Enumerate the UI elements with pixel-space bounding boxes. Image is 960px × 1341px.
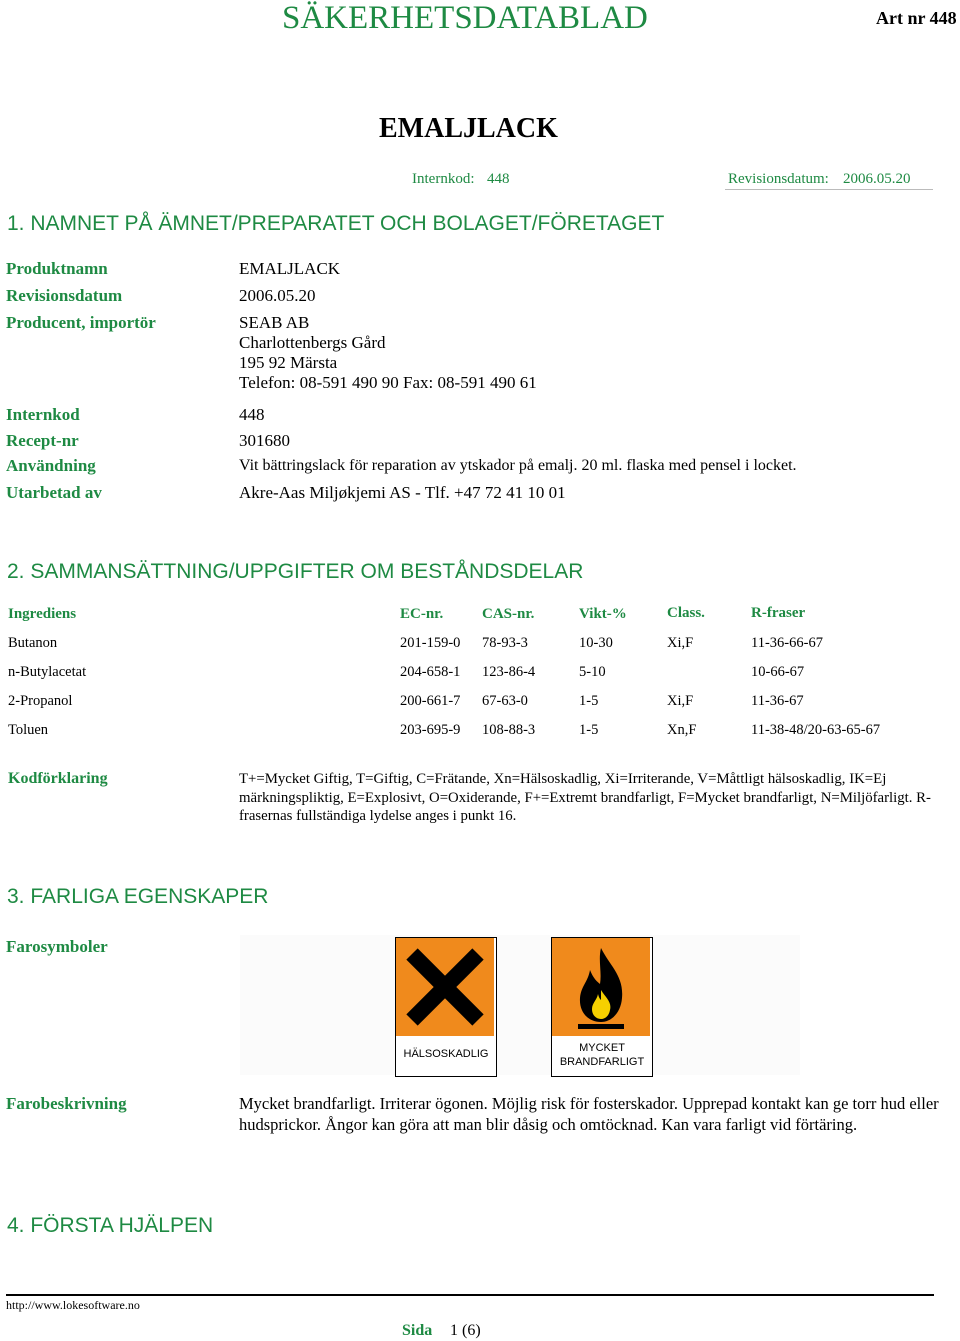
cell-ingrediens: Toluen [8,722,49,738]
produktnamn-value: EMALJLACK [239,259,341,278]
kodforklaring-text: T+=Mycket Giftig, T=Giftig, C=Frätande, Xn=Hälsoskadlig, Xi=Irriterande, V=Måttligt hälsoskadlig, IK=Ej märkningspliktig, E=Explosivt, O=Oxiderande, F+=Extremt brandfarligt, F=Mycket brandfarligt, N=Miljöfarligt. R-frasernas fullständiga lydelse anges i punkt 16. [239,771,931,824]
cell-rfraser: 11-36-66-67 [751,635,823,651]
section3-heading: 3. FARLIGA EGENSKAPER [7,885,269,908]
internkod-value: 448 [239,405,265,424]
footer-divider [6,1294,934,1296]
page-label: Sida [402,1322,433,1339]
producent-line-3: 195 92 Märsta [239,353,338,372]
utarbetad-label: Utarbetad av [6,483,102,502]
col-header-vikt: Vikt-% [579,606,627,622]
col-header-class: Class. [667,605,705,621]
cell-vikt: 10-30 [579,635,613,651]
cell-ec: 203-695-9 [400,722,461,738]
cell-cas: 123-86-4 [482,664,536,680]
produktnamn-label: Produktnamn [6,259,108,278]
cell-vikt: 1-5 [579,693,599,709]
anvandning-label: Användning [6,456,96,475]
product-title: EMALJLACK [379,113,558,144]
farobeskrivning-label: Farobeskrivning [6,1094,127,1113]
revisionsdatum-label: Revisionsdatum [6,286,123,305]
harmful-caption: HÄLSOSKADLIG [403,1048,489,1060]
cell-class: Xn,F [667,722,697,738]
cell-ingrediens: n-Butylacetat [8,664,87,680]
cell-class: Xi,F [667,693,694,709]
section4-heading: 4. FÖRSTA HJÄLPEN [7,1214,214,1237]
flammable-caption-line1: MYCKET [579,1042,625,1054]
cell-ingrediens: 2-Propanol [8,693,73,709]
flammable-caption-line2: BRANDFARLIGT [559,1056,645,1068]
farosymboler-label: Farosymboler [6,937,108,956]
internkod-label: Internkod [6,405,80,424]
cell-rfraser: 10-66-67 [751,664,805,680]
flame-icon [552,938,650,1036]
farobeskrivning-text: Mycket brandfarligt. Irriterar ögonen. Möjlig risk för fosterskador. Upprepad kontakt kan ge torr hud eller hudsprickor. Ångor kan göra att man blir dåsig och omtöcknad. Kan vara farligt vid förtäring. [239,1094,939,1134]
header-internkod-label: Internkod: [412,171,475,187]
utarbetad-value: Akre-Aas Miljøkjemi AS - Tlf. +47 72 41 10 01 [239,483,566,502]
anvandning-value: Vit bättringslack för reparation av ytskador på emalj. 20 ml. flaska med pensel i locket. [239,457,797,474]
cell-cas: 78-93-3 [482,635,528,651]
cell-class: Xi,F [667,635,694,651]
cell-ec: 204-658-1 [400,664,461,680]
recept-label: Recept-nr [6,431,79,450]
cell-ec: 201-159-0 [400,635,461,651]
col-header-ingrediens: Ingrediens [8,606,77,622]
header-revision-value: 2006.05.20 [843,171,911,187]
harmful-symbol [395,937,497,1077]
producent-line-2: Charlottenbergs Gård [239,333,386,352]
footer-url-link[interactable]: http://www.lokesoftware.no [6,1298,140,1312]
producent-line-1: SEAB AB [239,313,310,332]
document-title: SÄKERHETSDATABLAD [282,0,648,36]
article-number: Art nr 448 [876,8,957,28]
flammable-symbol [551,937,653,1077]
page-number: 1 (6) [450,1322,481,1339]
cell-rfraser: 11-38-48/20-63-65-67 [751,722,881,738]
cell-vikt: 1-5 [579,722,599,738]
cell-cas: 108-88-3 [482,722,536,738]
header-divider [725,189,933,190]
cell-ingrediens: Butanon [8,635,58,651]
col-header-rfraser: R-fraser [751,605,806,621]
section2-heading: 2. SAMMANSÄTTNING/UPPGIFTER OM BESTÅNDSDELAR [7,560,584,583]
revisionsdatum-value: 2006.05.20 [239,286,316,305]
cell-ec: 200-661-7 [400,693,461,709]
col-header-ec: EC-nr. [400,606,444,622]
cell-rfraser: 11-36-67 [751,693,804,709]
harmful-x-icon [396,938,494,1036]
col-header-cas: CAS-nr. [482,606,535,622]
kodforklaring-label: Kodförklaring [8,770,108,787]
header-internkod-value: 448 [487,171,510,187]
symbols-panel [240,935,800,1075]
cell-vikt: 5-10 [579,664,606,680]
producent-label: Producent, importör [6,313,156,332]
recept-value: 301680 [239,431,290,450]
header-revision-label: Revisionsdatum: [728,171,829,187]
section1-heading: 1. NAMNET PÅ ÄMNET/PREPARATET OCH BOLAGET/FÖRETAGET [7,212,665,235]
producent-line-4: Telefon: 08-591 490 90 Fax: 08-591 490 61 [239,373,537,392]
cell-cas: 67-63-0 [482,693,528,709]
